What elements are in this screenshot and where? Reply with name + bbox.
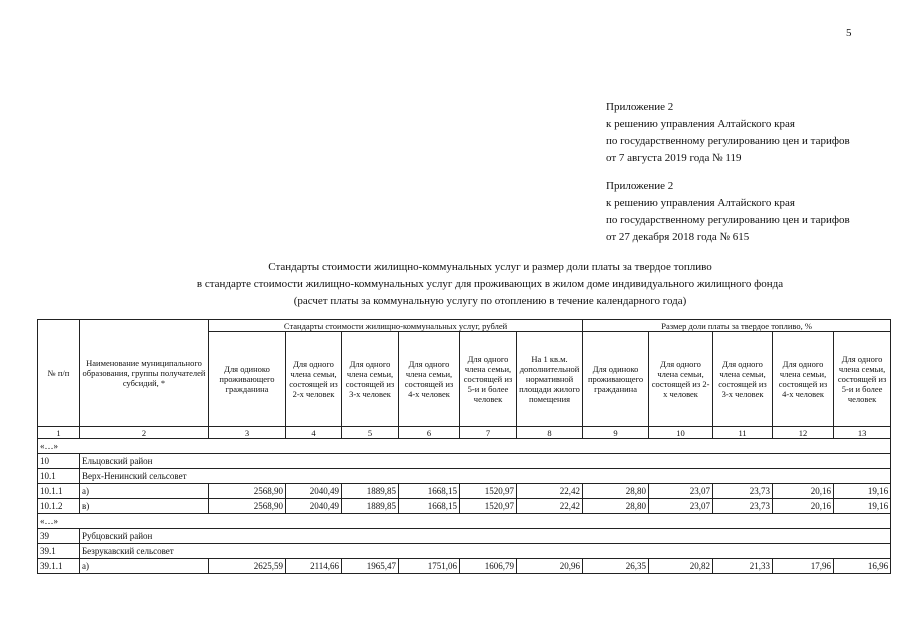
value-cell: 23,07 [649,484,713,499]
section-name-cell: Рубцовский район [80,529,891,544]
header-col-7: Для одного члена семьи, состоящей из 5-и и более человек [460,332,517,427]
header-group-share: Размер доли платы за твердое топливо, % [583,320,891,332]
value-cell: 1520,97 [460,499,517,514]
value-cell: 23,73 [713,499,773,514]
standards-table [37,319,891,574]
value-cell: 28,80 [583,499,649,514]
header-col-10: Для одного члена семьи, состоящей из 2-х человек [649,332,713,427]
appendix-line: к решению управления Алтайского края [606,197,795,209]
table-row [38,484,891,499]
recipient-group-cell: а) [80,484,209,499]
appendix-line: от 27 декабря 2018 года № 615 [606,231,750,243]
value-cell: 28,80 [583,484,649,499]
document-title [100,259,880,310]
header-group-standards: Стандарты стоимости жилищно-коммунальных услуг, рублей [209,320,583,332]
value-cell: 20,16 [773,499,834,514]
header-col-12: Для одного члена семьи, состоящей из 4-х человек [773,332,834,427]
value-cell: 22,42 [517,499,583,514]
value-cell: 1668,15 [399,499,460,514]
header-col-11: Для одного члена семьи, состоящей из 3-х человек [713,332,773,427]
recipient-group-cell: а) [80,559,209,574]
row-number-cell: 10 [38,454,80,469]
value-cell: 2040,49 [286,484,342,499]
ellipsis-cell: «…» [38,514,891,529]
value-cell: 2568,90 [209,484,286,499]
appendix-note-previous [606,178,850,246]
value-cell: 2568,90 [209,499,286,514]
title-line: Стандарты стоимости жилищно-коммунальных услуг и размер доли платы за твердое топливо [268,261,712,273]
appendix-line: по государственному регулированию цен и тарифов [606,135,850,147]
ellipsis-row [38,514,891,529]
column-number-cell: 9 [583,427,649,439]
value-cell: 19,16 [834,484,891,499]
column-number-cell: 4 [286,427,342,439]
row-number-cell: 39.1.1 [38,559,80,574]
recipient-group-cell: в) [80,499,209,514]
value-cell: 1520,97 [460,484,517,499]
header-col-3: Для одиноко проживающего гражданина [209,332,286,427]
header-col-name: Наименование муниципального образования, группы получателей субсидий, * [80,320,209,427]
row-number-cell: 39.1 [38,544,80,559]
appendix-note-current [606,99,850,167]
row-number-cell: 10.1 [38,469,80,484]
value-cell: 23,73 [713,484,773,499]
value-cell: 1606,79 [460,559,517,574]
value-cell: 1668,15 [399,484,460,499]
value-cell: 23,07 [649,499,713,514]
column-number-cell: 10 [649,427,713,439]
header-col-13: Для одного члена семьи, состоящей из 5-и и более человек [834,332,891,427]
table-row [38,499,891,514]
column-number-cell: 2 [80,427,209,439]
page-number: 5 [846,27,852,39]
appendix-line: Приложение 2 [606,180,674,192]
value-cell: 17,96 [773,559,834,574]
section-name-cell: Безрукавский сельсовет [80,544,891,559]
value-cell: 1889,85 [342,484,399,499]
column-number-cell: 3 [209,427,286,439]
value-cell: 19,16 [834,499,891,514]
appendix-line: по государственному регулированию цен и тарифов [606,214,850,226]
value-cell: 20,82 [649,559,713,574]
column-number-cell: 8 [517,427,583,439]
value-cell: 20,96 [517,559,583,574]
value-cell: 20,16 [773,484,834,499]
column-number-cell: 6 [399,427,460,439]
appendix-line: к решению управления Алтайского края [606,118,795,130]
value-cell: 2114,66 [286,559,342,574]
ellipsis-row [38,439,891,454]
value-cell: 1965,47 [342,559,399,574]
value-cell: 1751,06 [399,559,460,574]
section-row [38,529,891,544]
section-row [38,544,891,559]
header-col-6: Для одного члена семьи, состоящей из 4-х человек [399,332,460,427]
title-line: (расчет платы за коммунальную услугу по отоплению в течение календарного года) [293,295,687,307]
section-row [38,454,891,469]
ellipsis-cell: «…» [38,439,891,454]
header-col-8: На 1 кв.м. дополнительной нормативной площади жилого помещения [517,332,583,427]
appendix-line: Приложение 2 [606,101,674,113]
title-line: в стандарте стоимости жилищно-коммунальных услуг для проживающих в жилом доме индивидуального жилищного фонда [196,278,784,290]
column-number-cell: 1 [38,427,80,439]
row-number-cell: 10.1.1 [38,484,80,499]
value-cell: 26,35 [583,559,649,574]
value-cell: 21,33 [713,559,773,574]
section-name-cell: Ельцовский район [80,454,891,469]
column-number-cell: 13 [834,427,891,439]
row-number-cell: 10.1.2 [38,499,80,514]
header-col-5: Для одного члена семьи, состоящей из 3-х человек [342,332,399,427]
value-cell: 22,42 [517,484,583,499]
header-col-number: № п/п [38,320,80,427]
column-number-cell: 12 [773,427,834,439]
value-cell: 1889,85 [342,499,399,514]
column-number-cell: 11 [713,427,773,439]
column-number-cell: 7 [460,427,517,439]
header-col-4: Для одного члена семьи, состоящей из 2-х человек [286,332,342,427]
appendix-line: от 7 августа 2019 года № 119 [606,152,742,164]
section-row [38,469,891,484]
table-row [38,559,891,574]
header-col-9: Для одиноко проживающего гражданина [583,332,649,427]
section-name-cell: Верх-Ненинский сельсовет [80,469,891,484]
row-number-cell: 39 [38,529,80,544]
value-cell: 16,96 [834,559,891,574]
value-cell: 2625,59 [209,559,286,574]
column-number-cell: 5 [342,427,399,439]
value-cell: 2040,49 [286,499,342,514]
